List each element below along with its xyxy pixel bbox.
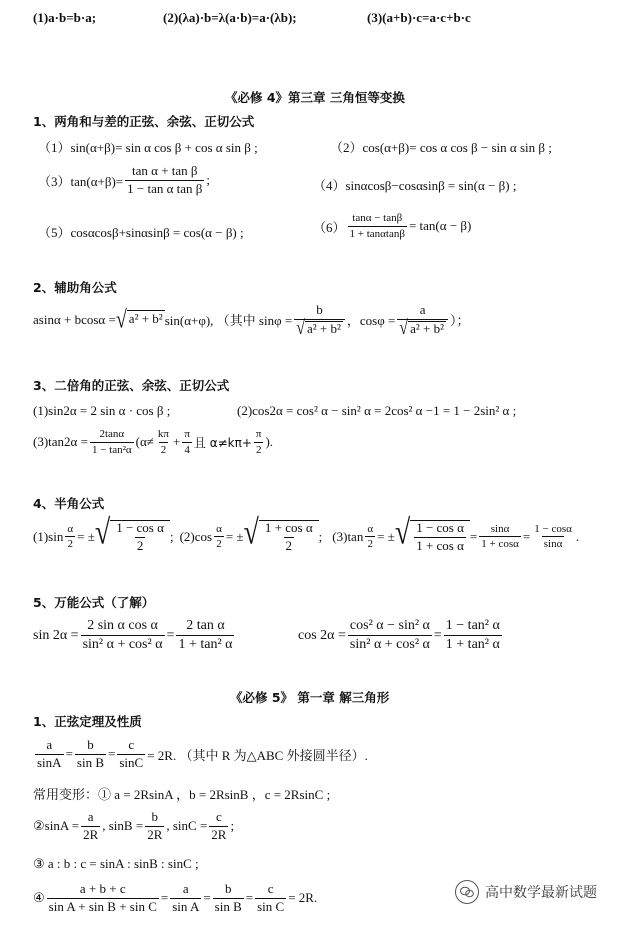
section-double-angle-heading: 3、二倍角的正弦、余弦、正切公式: [33, 378, 230, 393]
formula-cos-double: (2)cos2α = cos² α − sin² α = 2cos² α −1 = 1 − 2sin² α ;: [237, 403, 517, 418]
formula-cos-sum: （2）cos(α+β)= cos α cos β − sin α sin β ;: [330, 140, 552, 155]
section-sum-difference-heading: 1、两角和与差的正弦、余弦、正切公式: [33, 114, 255, 129]
watermark-text: 高中数学最新试题: [485, 885, 597, 901]
chapter5-title: 《必修 5》 第一章 解三角形: [230, 690, 390, 705]
formula-sin-difference: （4）sinαcosβ−cosαsinβ = sin(α − β) ;: [313, 178, 517, 193]
chapter3-title: 《必修 4》第三章 三角恒等变换: [225, 90, 405, 105]
section-sine-law-heading: 1、正弦定理及性质: [33, 714, 142, 729]
formula-sin-double: (1)sin2α = 2 sin α · cos β ;: [33, 403, 171, 418]
formula-universal-cos: cos 2α = $\frac{\text{cos² α − sin² α}}{\text{sin² α + cos² α}}$ = $\frac{\text{1 − tan² α}}{\text{1 + tan² α}}$: [298, 618, 500, 653]
formula-tan-difference: （6） $\frac{\tan\alpha - \tan\beta}{1 + \tan\alpha\tan\beta}$ = tan(α − β): [313, 212, 472, 240]
sine-law-variant-4: ④ $\frac{a + b + c}{\text{sin A + sin B + sin C}}$ = $\frac{a}{\text{sin A}}$ = $\frac{b}{\text{sin B}}$ = $\frac{c}{\text{sin C}}$ = 2R.: [33, 881, 318, 914]
formula-tan-sum: （3）tan(α+β)= $\frac{\text{tan α + tan β}}{\text{1 − tan α tan β}}$ ;: [38, 163, 211, 196]
formula-universal-sin: sin 2α = $\frac{\text{2 sin α cos α}}{\text{sin² α + cos² α}}$ = $\frac{\text{2 tan α}}{\text{1 + tan² α}}$: [33, 618, 233, 653]
vector-property-2: (2)(λa)·b=λ(a·b)=a·(λb);: [163, 10, 297, 25]
section-universal-formula-heading: 5、万能公式（了解）: [33, 595, 155, 610]
vector-property-1: (1)a·b=b·a;: [33, 10, 97, 25]
sine-law-common-variant: 常用变形：① a = 2RsinA ，b = 2RsinB ，c = 2RsinC ;: [33, 787, 331, 802]
formula-auxiliary-angle: asinα + bcosα = √ a² + b² sin(α+φ), （其中 sinφ = b √ a² + b² ，cosφ = a √ a² + b² ）；: [33, 302, 470, 339]
formula-half-angle: (1)sin $\frac{\alpha}{2}$ = ± √ $\frac{\text{1 − cos α}}{2}$ ; (2)cos $\frac{\alpha}{2}$ = ± √ $\frac{\text{1 + cos α}}{2}$ ; (3)tan $\frac{\alpha}{2}$ = ± √ $\frac{\text{1 − cos α}}{\text{1 + cos α}}$ = $\frac{\sin\alpha}{1 + \cos\alpha}$ = $\frac{1 - \cos\alpha}{\sin\alpha}$ .: [33, 513, 580, 553]
watermark: [455, 880, 597, 904]
formula-cos-difference: （5）cosαcosβ+sinαsinβ = cos(α − β) ;: [38, 225, 244, 240]
formula-tan-double: (3)tan2α = $\frac{2\tan\alpha}{\text{1 − tan²α}}$ (α≠ $\frac{k\pi}{2}$ + $\frac{\pi}{4}$ 且 α≠kπ+ $\frac{\pi}{2}$ ).: [33, 428, 274, 456]
formula-sine-law: $\frac{a}{\sin A}$ = $\frac{b}{\text{sin B}}$ = $\frac{c}{\sin C}$ = 2R. （其中 R 为△ABC 外接圆半径）.: [37, 737, 368, 770]
vector-property-3: (3)(a+b)·c=a·c+b·c: [367, 10, 471, 25]
sine-law-variant-3: ③ a : b : c = sinA : sinB : sinC ;: [33, 856, 199, 871]
section-half-angle-heading: 4、半角公式: [33, 496, 105, 511]
section-auxiliary-angle-heading: 2、辅助角公式: [33, 280, 117, 295]
sine-law-variant-2: ②sinA = $\frac{a}{2R}$ , sinB = $\frac{b}{2R}$ , sinC = $\frac{c}{2R}$ ;: [33, 809, 235, 842]
formula-sin-sum: （1）sin(α+β)= sin α cos β + cos α sin β ;: [38, 140, 258, 155]
wechat-icon: [455, 880, 479, 904]
